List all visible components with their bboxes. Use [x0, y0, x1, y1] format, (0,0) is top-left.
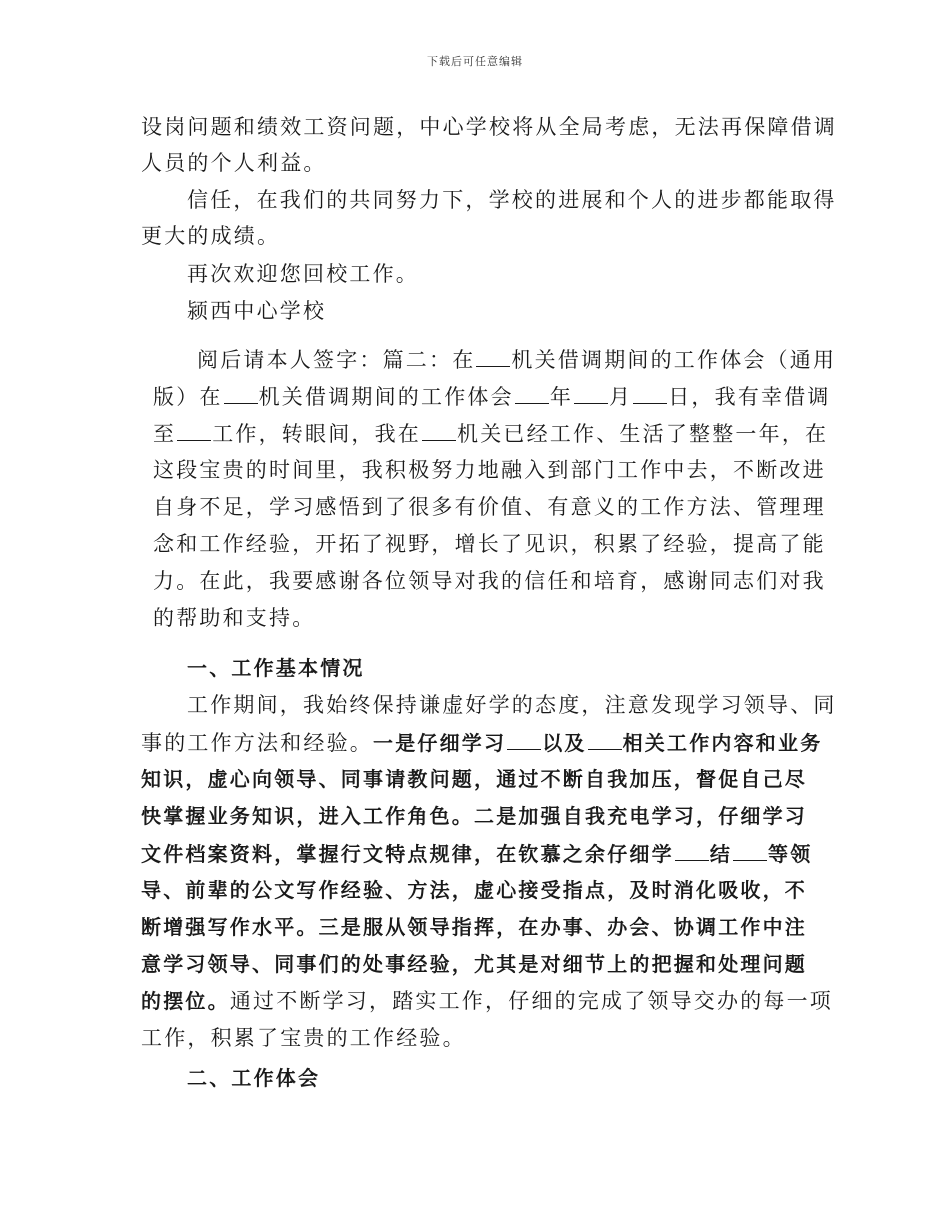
- blank-underline: [633, 383, 667, 404]
- text-run: 版）在: [153, 385, 223, 409]
- paragraph-line: 工作，积累了宝贵的工作经验。: [141, 1026, 466, 1050]
- bold-run: 文件档案资料，掌握行文特点规律，在钦慕之余仔细学: [141, 842, 674, 866]
- text-run: 机关借调期间的工作体会: [258, 385, 514, 409]
- blank-underline: [675, 840, 709, 861]
- section-heading: 一、工作基本情况: [187, 656, 365, 680]
- paragraph-line: [141, 840, 812, 867]
- text-run: 事的工作方法和经验。: [141, 731, 373, 755]
- paragraph-line: 念和工作经验，开拓了视野，增长了见识，积累了经验，提高了能: [153, 532, 826, 556]
- blank-underline: [574, 383, 608, 404]
- text-run: 至: [153, 422, 177, 446]
- bold-run: 结: [709, 842, 733, 866]
- text-run: 机关借调期间的工作体会（通用: [511, 348, 837, 372]
- paragraph-line: 更大的成绩。: [141, 224, 281, 248]
- paragraph-line: 意学习领导、同事们的处事经验，尤其是对细节上的把握和处理问题: [141, 952, 807, 976]
- blank-underline: [733, 840, 767, 861]
- paragraph-line: 断增强写作水平。三是服从领导指挥，在办事、办会、协调工作中注: [141, 915, 807, 939]
- paragraph-line: 力。在此，我要感谢各位领导对我的信任和培育，感谢同志们对我: [153, 569, 826, 593]
- bold-run: 等领: [768, 842, 813, 866]
- signature-school: 颍西中心学校: [187, 299, 327, 323]
- text-run: 月: [609, 385, 633, 409]
- paragraph-line: [141, 988, 833, 1014]
- text-run: 工作，转眼间，我在: [212, 422, 422, 446]
- blank-underline: [224, 383, 258, 404]
- blank-underline: [422, 420, 456, 441]
- paragraph-line: [153, 383, 831, 410]
- paragraph-line: 知识，虚心向领导、同事请教问题，通过不断自我加压，督促自己尽: [141, 767, 807, 791]
- blank-underline: [588, 729, 622, 750]
- bold-run: 相关工作内容和业务: [622, 731, 823, 755]
- blank-underline: [515, 383, 549, 404]
- page-header: 下载后可任意编辑: [427, 55, 523, 68]
- paragraph-line: 工作期间，我始终保持谦虚好学的态度，注意发现学习领导、同: [187, 693, 837, 717]
- paragraph-line: 信任，在我们的共同努力下，学校的进展和个人的进步都能取得: [187, 188, 837, 212]
- paragraph-line: [197, 346, 836, 373]
- text-run: 阅后请本人签字：篇二：在: [197, 348, 476, 372]
- paragraph-line: 设岗问题和绩效工资问题，中心学校将从全局考虑，无法再保障借调: [141, 115, 837, 139]
- bold-run: 一是仔细学习: [373, 731, 507, 755]
- paragraph-line: [141, 729, 822, 756]
- bold-run: 的摆位。: [141, 989, 230, 1013]
- text-run: 日，我有幸借调: [668, 385, 831, 409]
- blank-underline: [177, 420, 211, 441]
- paragraph-line: 导、前辈的公文写作经验、方法，虚心接受指点，及时消化吸收，不: [141, 878, 807, 902]
- text-run: 通过不断学习，踏实工作，仔细的完成了领导交办的每一项: [229, 989, 834, 1013]
- paragraph-line: 这段宝贵的时间里，我积极努力地融入到部门工作中去，不断改进: [153, 458, 826, 482]
- blank-underline: [476, 346, 510, 367]
- text-run: 年: [549, 385, 574, 409]
- paragraph-line: 的帮助和支持。: [153, 606, 316, 630]
- paragraph-line: [153, 420, 828, 447]
- paragraph-line: 再次欢迎您回校工作。: [187, 262, 419, 286]
- blank-underline: [507, 729, 541, 750]
- paragraph-line: 快掌握业务知识，进入工作角色。二是加强自我充电学习，仔细学习: [141, 804, 807, 828]
- bold-run: 以及: [542, 731, 587, 755]
- section-heading: 二、工作体会: [187, 1066, 321, 1090]
- paragraph-line: 自身不足，学习感悟到了很多有价值、有意义的工作方法、管理理: [153, 495, 826, 519]
- paragraph-line: 人员的个人利益。: [141, 151, 327, 175]
- text-run: 机关已经工作、生活了整整一年，在: [457, 422, 829, 446]
